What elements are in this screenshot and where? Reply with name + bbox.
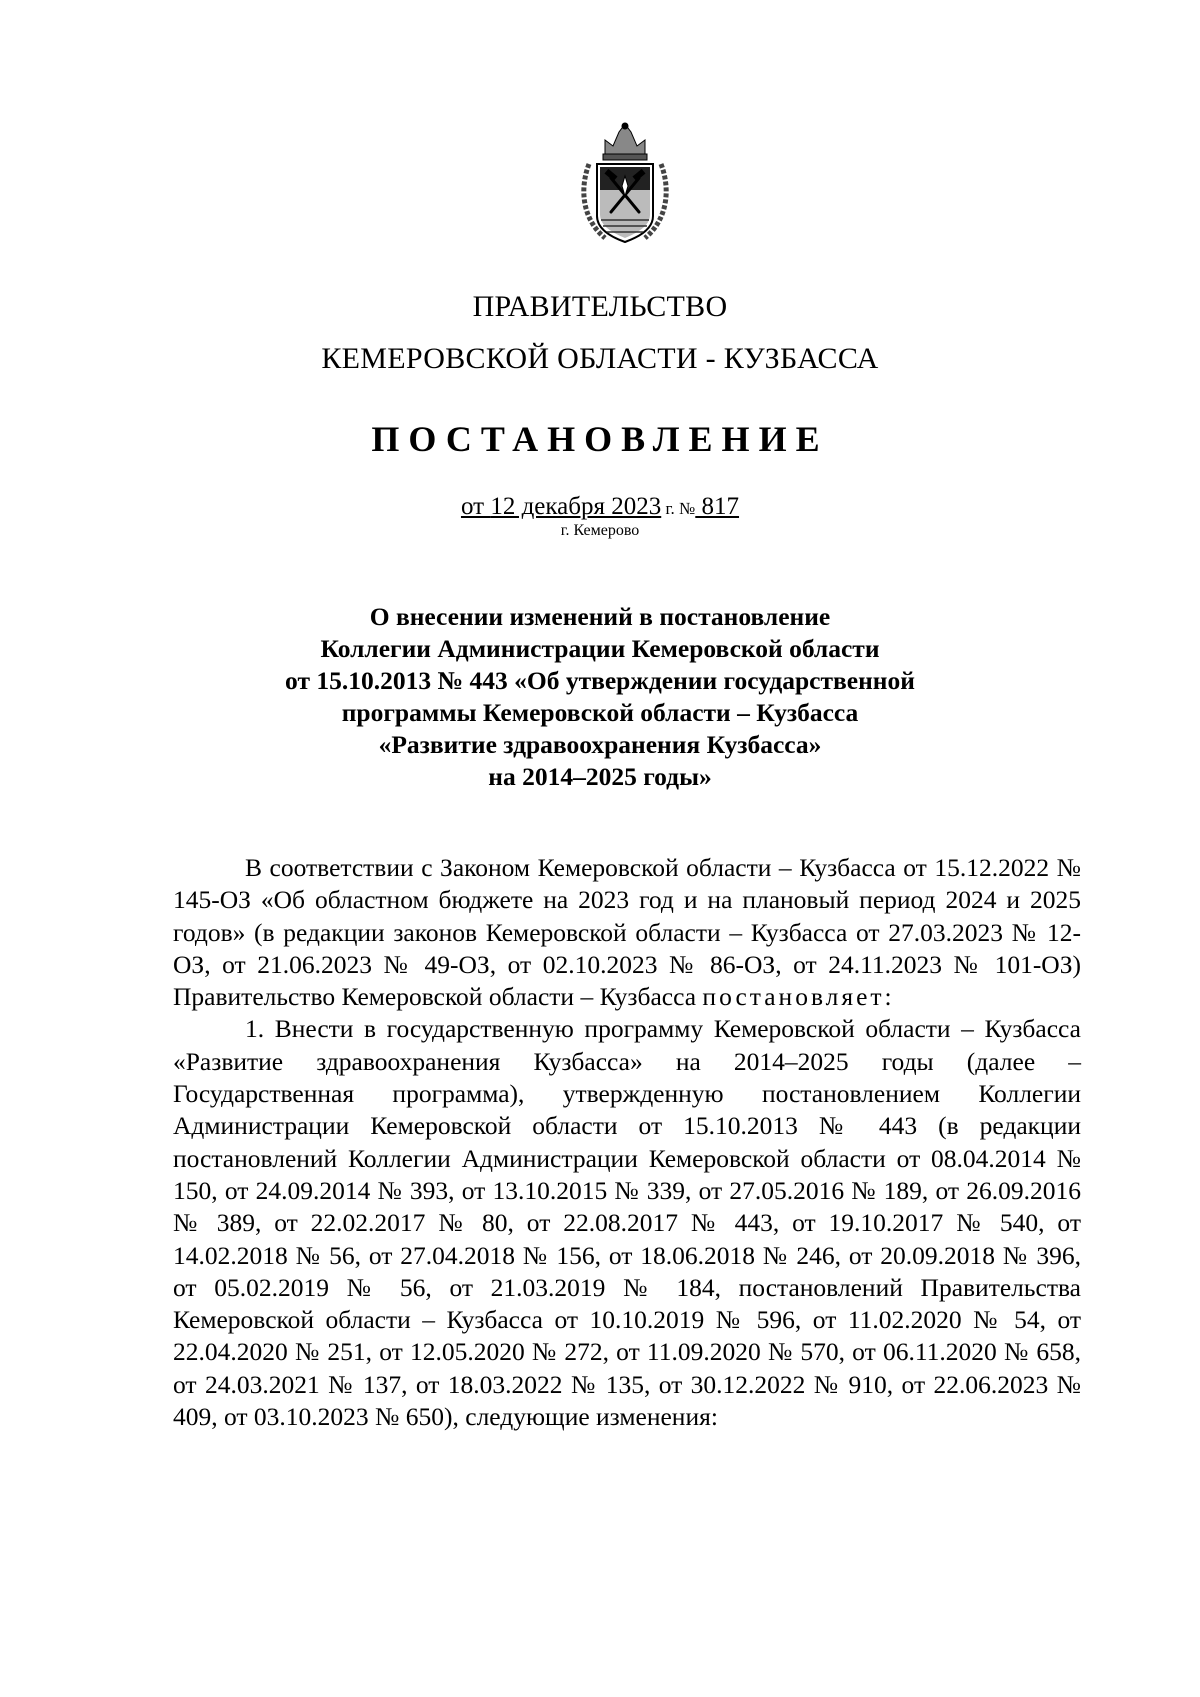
date-number-line xyxy=(0,493,1200,521)
document-type-heading: ПОСТАНОВЛЕНИЕ xyxy=(371,419,829,459)
title-line: на 2014–2025 годы» xyxy=(488,762,712,791)
government-name-line-2: КЕМЕРОВСКОЙ ОБЛАСТИ - КУЗБАССА xyxy=(321,342,879,375)
city-name: г. Кемерово xyxy=(560,522,640,539)
title-line: от 15.10.2013 № 443 «Об утверждении государственной xyxy=(285,666,915,695)
date-prefix: от xyxy=(460,493,491,520)
title-line: «Развитие здравоохранения Кузбасса» xyxy=(378,730,822,759)
resolves-word: постановляет: xyxy=(702,982,895,1012)
document-number: 817 xyxy=(695,493,740,520)
number-sign: № xyxy=(674,499,696,518)
title-line: О внесении изменений в постановление xyxy=(369,602,831,631)
coat-of-arms-icon xyxy=(575,120,675,248)
preamble-text: В соответствии с Законом Кемеровской области – Кузбасса от 15.12.2022 № 145-ОЗ «Об областном бюджете на 2023 год и на плановый период 2024 и 2025 годов» (в редакции законов Кемеровской области – Кузбасса от 27.03.2023 № 12-ОЗ, от 21.06.2023 № 49-ОЗ, от 02.10.2023 № 86-ОЗ, от 24.11.2023 № 101-ОЗ) Правительство Кемеровской области – Кузбасса xyxy=(173,853,1081,1012)
preamble-paragraph xyxy=(173,852,1081,1013)
year-suffix: г. xyxy=(661,499,675,518)
item-1-paragraph: 1. Внести в государственную программу Кемеровской области – Кузбасса «Развитие здравоохранения Кузбасса» на 2014–2025 годы (далее – Государственная программа), утвержденную постановлением Коллегии Администрации Кемеровской области от 15.10.2013 № 443 (в редакции постановлений Коллегии Администрации Кемеровской области от 08.04.2014 № 150, от 24.09.2014 № 393, от 13.10.2015 № 339, от 27.05.2016 № 189, от 26.09.2016 № 389, от 22.02.2017 № 80, от 22.08.2017 № 443, от 19.10.2017 № 540, от 14.02.2018 № 56, от 27.04.2018 № 156, от 18.06.2018 № 246, от 20.09.2018 № 396, от 05.02.2019 № 56, от 21.03.2019 № 184, постановлений Правительства Кемеровской области – Кузбасса от 10.10.2019 № 596, от 11.02.2020 № 54, от 22.04.2020 № 251, от 12.05.2020 № 272, от 11.09.2020 № 570, от 06.11.2020 № 658, от 24.03.2021 № 137, от 18.03.2022 № 135, от 30.12.2022 № 910, от 22.06.2023 № 409, от 03.10.2023 № 650), следующие изменения: xyxy=(173,1014,1081,1432)
title-line: Коллегии Администрации Кемеровской области xyxy=(320,634,880,663)
document-date: 12 декабря 2023 xyxy=(490,493,662,520)
document-body xyxy=(173,852,1081,1433)
document-title xyxy=(200,601,1000,793)
title-line: программы Кемеровской области – Кузбасса xyxy=(341,698,859,727)
government-name-line-1: ПРАВИТЕЛЬСТВО xyxy=(472,290,728,323)
